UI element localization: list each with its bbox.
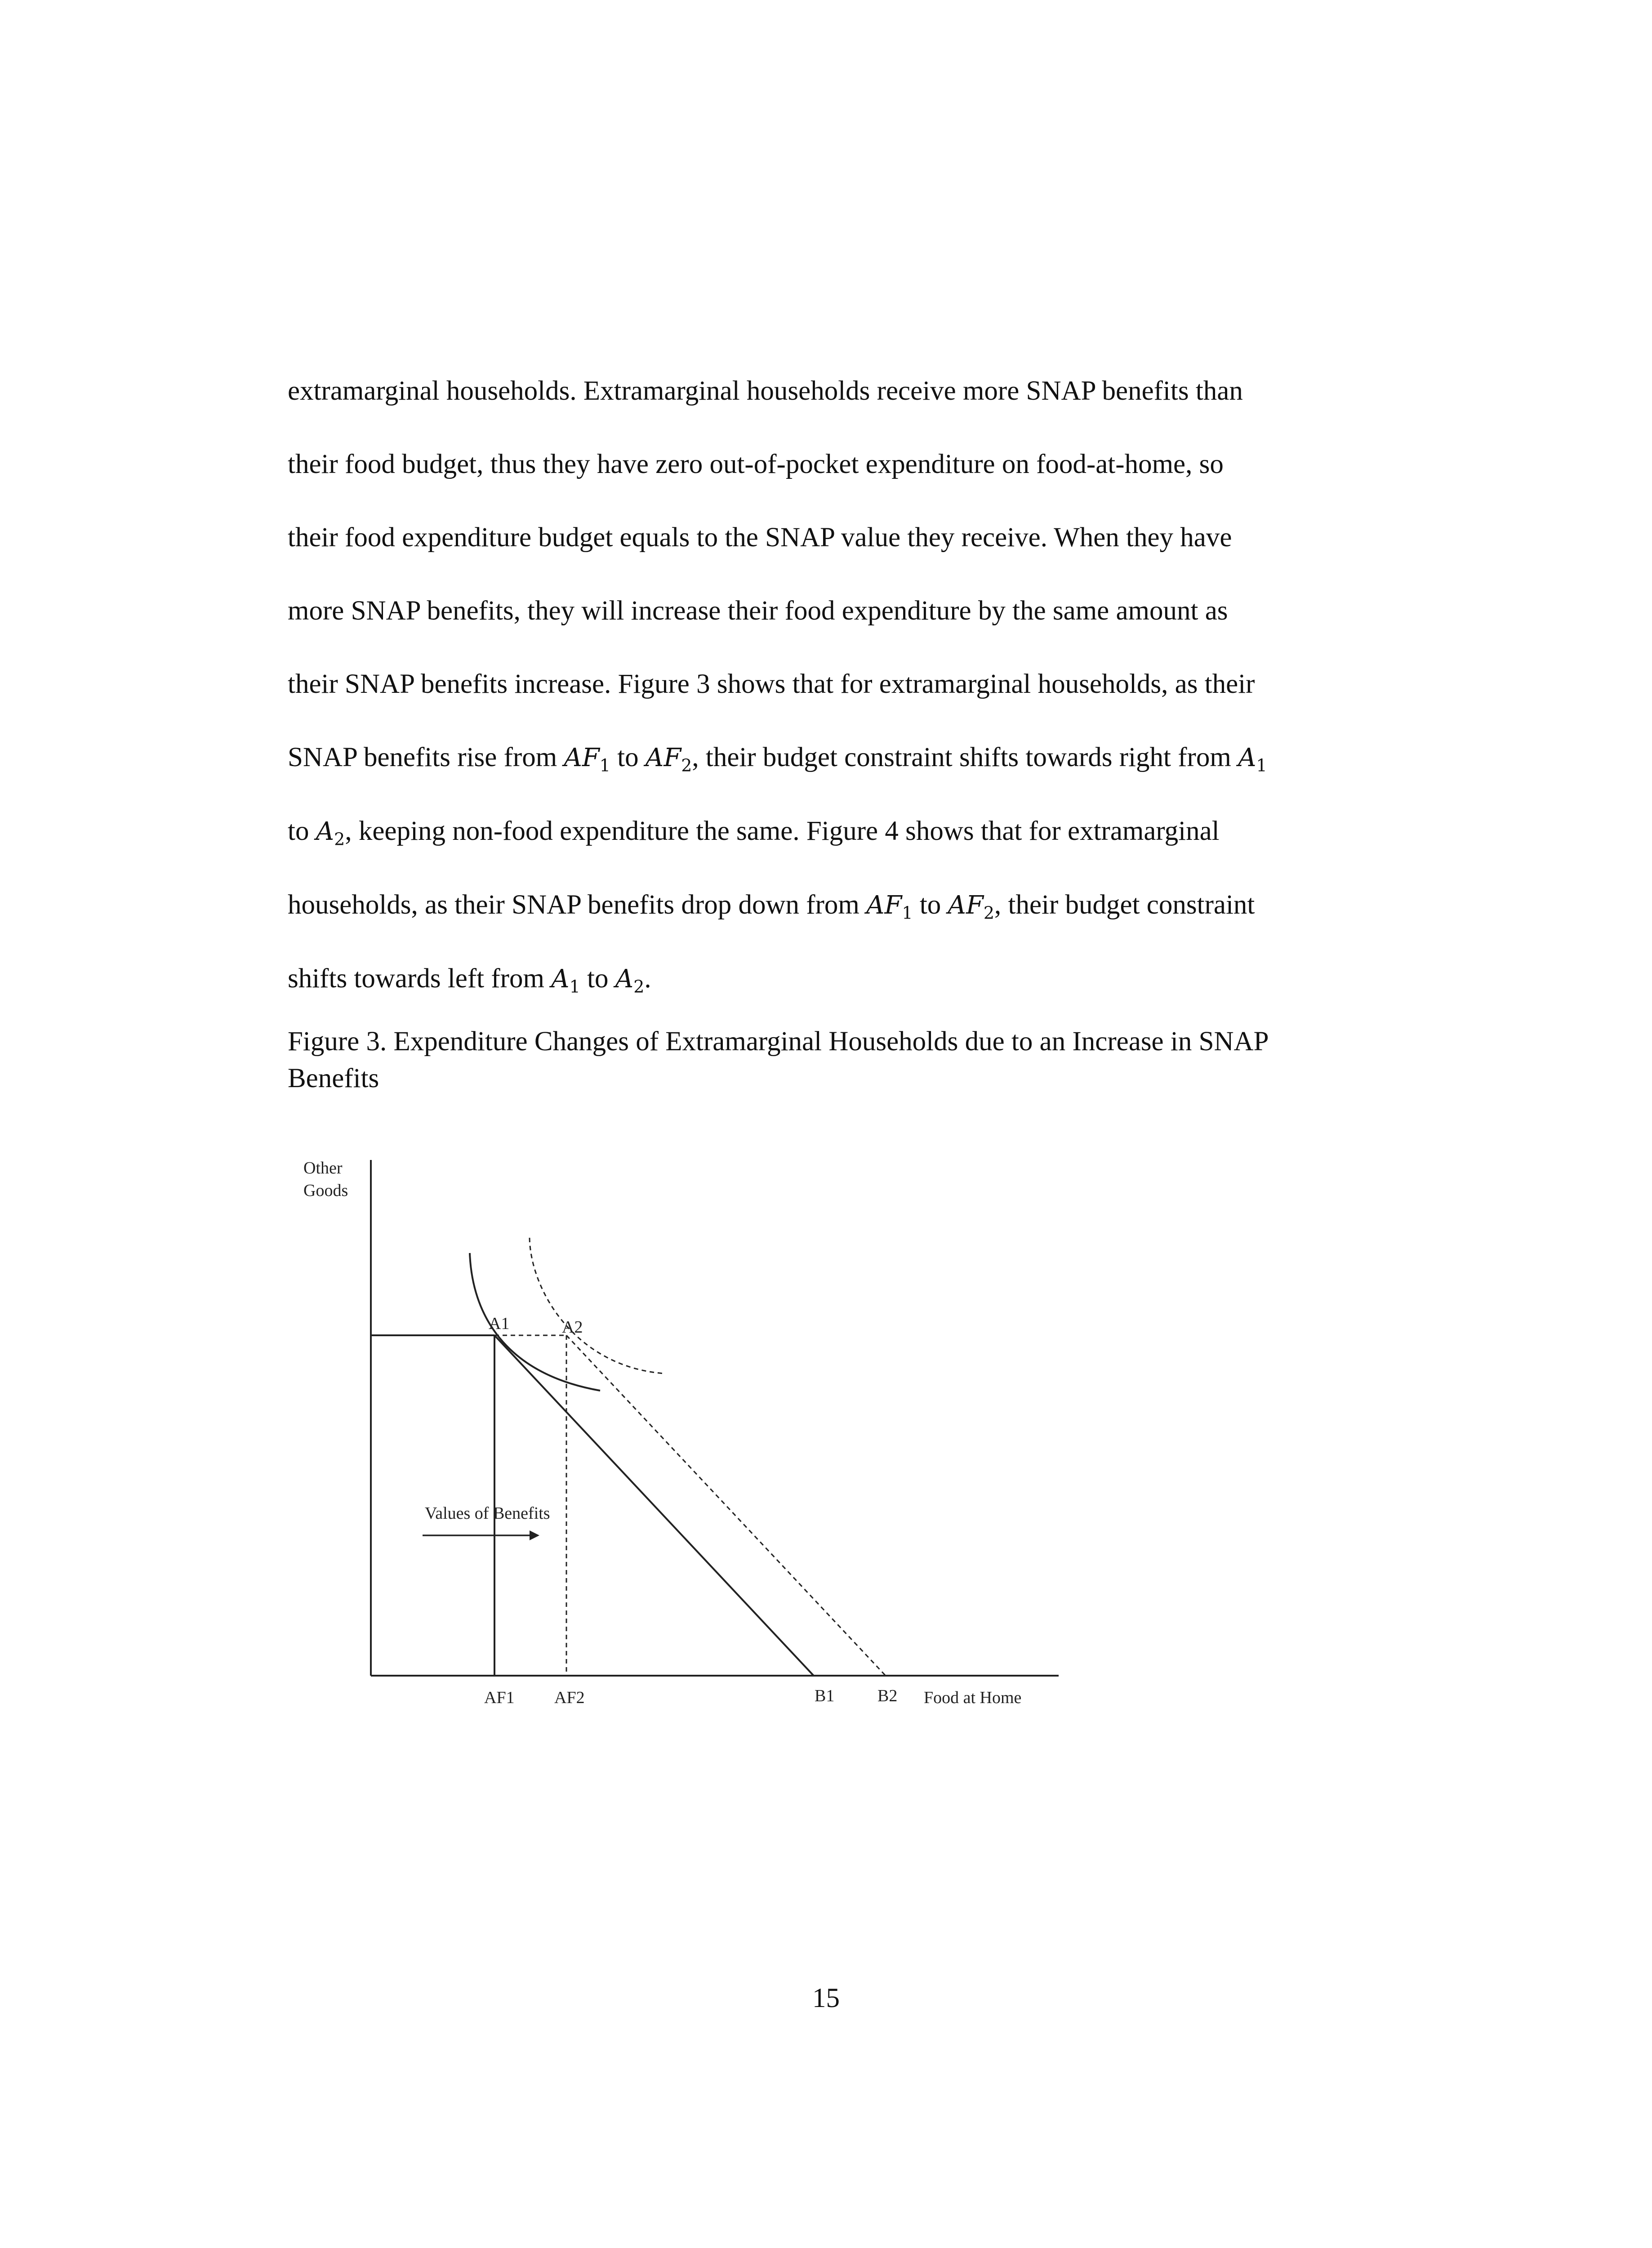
figure-caption [288, 1023, 1438, 1097]
text-line: more SNAP benefits, they will increase their food expenditure by the same amount as [288, 596, 1228, 626]
math-a1: $A_1$ [1238, 743, 1267, 776]
tick-label-b2: B2 [877, 1686, 898, 1705]
math-af1: $AF_1$ [564, 743, 610, 776]
diagram-svg [270, 1142, 1124, 1735]
arrow-label: Values of Benefits [425, 1504, 550, 1523]
text-line [288, 721, 1438, 794]
text-segment: SNAP benefits rise from [288, 742, 564, 772]
math-a1: $A_1$ [551, 964, 580, 997]
text-line [288, 794, 1438, 868]
text-segment: households, as their SNAP benefits drop down from [288, 890, 867, 920]
text-segment: , keeping non-food expenditure the same. Figure 4 shows that for extramarginal [345, 816, 1220, 846]
text-line: their food expenditure budget equals to the SNAP value they receive. When they have [288, 522, 1232, 553]
text-line: their food budget, thus they have zero out-of-pocket expenditure on food-at-home, so [288, 449, 1224, 479]
text-line [288, 942, 1438, 1016]
tick-label-af2: AF2 [554, 1688, 585, 1707]
text-line: extramarginal households. Extramarginal households receive more SNAP benefits than [288, 376, 1243, 406]
page-number: 15 [812, 1983, 840, 2013]
math-a2: $A_2$ [615, 964, 645, 997]
indifference-curve-2 [530, 1238, 664, 1374]
math-af1: $AF_1$ [866, 891, 913, 923]
budget-constraint-diagram [270, 1142, 1124, 1735]
math-af2: $AF_2$ [948, 891, 994, 923]
text-line: their SNAP benefits increase. Figure 3 shows that for extramarginal households, as their [288, 669, 1255, 699]
tick-label-b1: B1 [815, 1686, 835, 1705]
text-segment: to [610, 742, 646, 772]
y-axis-label-line2: Goods [303, 1181, 348, 1200]
x-axis-label: Food at Home [924, 1688, 1022, 1707]
budget-line-2 [566, 1335, 886, 1676]
point-label-a1: A1 [489, 1314, 510, 1333]
text-segment: , their budget constraint shifts towards right from [692, 742, 1238, 772]
text-segment: shifts towards left from [288, 963, 552, 994]
text-line [288, 868, 1438, 942]
y-axis-label-line1: Other [303, 1159, 343, 1178]
body-paragraph [288, 354, 1438, 1016]
math-af2: $AF_2$ [645, 743, 692, 776]
math-a2: $A_2$ [316, 817, 345, 849]
text-segment: to [288, 816, 316, 846]
caption-line: Benefits [288, 1063, 379, 1093]
text-segment: , their budget constraint [994, 890, 1255, 920]
tick-label-af1: AF1 [484, 1688, 515, 1707]
point-label-a2: A2 [562, 1318, 583, 1337]
text-segment: to [580, 963, 615, 994]
text-segment: . [644, 963, 651, 994]
benefit-arrow [423, 1530, 539, 1540]
caption-line: Figure 3. Expenditure Changes of Extramarginal Households due to an Increase in SNAP [288, 1026, 1269, 1057]
text-segment: to [913, 890, 948, 920]
